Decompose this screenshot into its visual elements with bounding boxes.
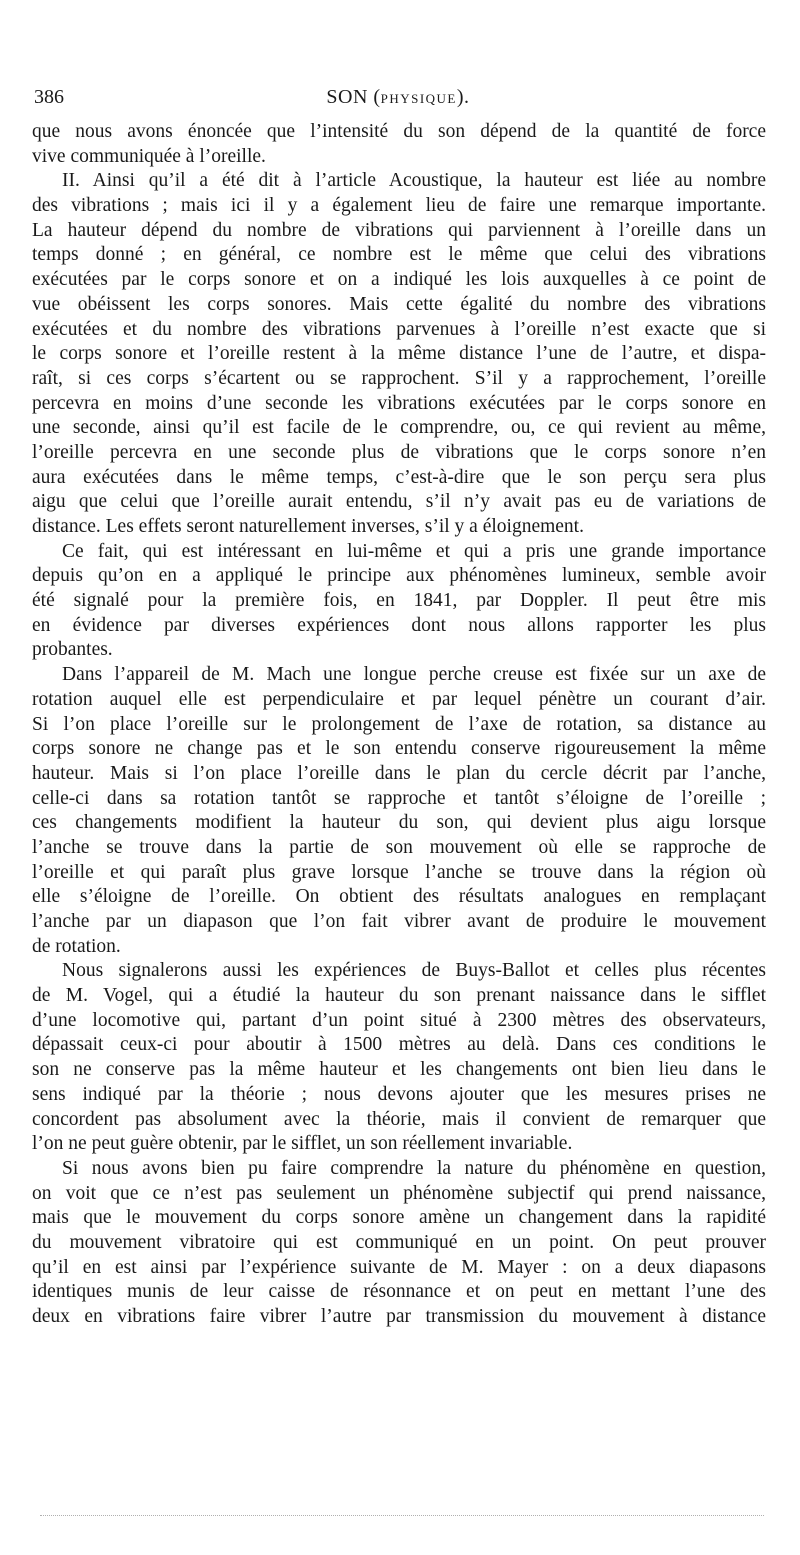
text-line: le corps sonore et l’oreille restent à la même distance l’une de l’autre, et dispa- — [32, 343, 766, 365]
body-text — [32, 120, 766, 1330]
running-title — [34, 86, 762, 109]
text-line: celle-ci dans sa rotation tantôt se rapproche et tantôt s’éloigne de l’oreille ; — [32, 787, 766, 809]
text-line: on voit que ce n’est pas seulement un phénomène subjectif qui prend naissance, — [32, 1182, 766, 1204]
text-line: exécutées et du nombre des vibrations parvenues à l’oreille n’est exacte que si — [32, 318, 766, 340]
text-line: raît, si ces corps s’écartent ou se rapprochent. S’il y a rapprochement, l’oreille — [32, 367, 766, 389]
text-line: temps donné ; en général, ce nombre est le même que celui des vibrations — [32, 244, 766, 266]
text-line: distance. Les effets seront naturellement inverses, s’il y a éloignement. — [32, 516, 584, 537]
text-line: II. Ainsi qu’il a été dit à l’article Acoustique, la hauteur est liée au nombre — [62, 170, 766, 192]
text-line: deux en vibrations faire vibrer l’autre par transmission du mouvement à distance — [32, 1306, 766, 1327]
text-line: Si nous avons bien pu faire comprendre la nature du phénomène en question, — [62, 1157, 766, 1179]
text-line: percevra en moins d’une seconde les vibrations exécutées par le corps sonore en — [32, 392, 766, 414]
text-line: du mouvement vibratoire qui est communiqué en un point. On peut prouver — [32, 1231, 766, 1253]
text-line: depuis qu’on en a appliqué le principe aux phénomènes lumineux, semble avoir — [32, 565, 766, 587]
text-line: aura exécutées dans le même temps, c’est-à-dire que le son perçu sera plus — [32, 466, 766, 488]
text-line: des vibrations ; mais ici il y a également lieu de faire une remarque importante. — [32, 195, 766, 217]
text-line: l’on ne peut guère obtenir, par le sifflet, un son réellement invariable. — [32, 1133, 573, 1155]
text-line: concordent pas absolument avec la théorie, mais il convient de remarquer que — [32, 1108, 766, 1130]
text-line: d’une locomotive qui, partant d’un point situé à 2300 mètres des observateurs, — [32, 1009, 766, 1031]
text-line: une seconde, ainsi qu’il est facile de le comprendre, ou, ce qui revient au même, — [32, 417, 766, 439]
text-line: elle s’éloigne de l’oreille. On obtient des résultats analogues en remplaçant — [32, 886, 766, 908]
text-line: qu’il en est ainsi par l’expérience suivante de M. Mayer : on a deux diapasons — [32, 1256, 766, 1278]
text-line: identiques munis de leur caisse de résonnance et on peut en mettant l’une des — [32, 1281, 766, 1303]
running-title-end: ). — [456, 86, 470, 108]
text-line: de M. Vogel, qui a étudié la hauteur du son prenant naissance dans le sifflet — [32, 985, 766, 1007]
text-line: mais que le mouvement du corps sonore amène un changement dans la rapidité — [32, 1207, 766, 1229]
text-line: corps sonore ne change pas et le son entendu conserve rigoureusement la même — [32, 738, 766, 760]
text-line: en évidence par diverses expériences dont nous allons rapporter les plus — [32, 614, 766, 636]
text-line: Si l’on place l’oreille sur le prolongement de l’axe de rotation, sa distance au — [32, 713, 766, 735]
running-header — [34, 86, 762, 112]
text-line: La hauteur dépend du nombre de vibrations qui parviennent à l’oreille dans un — [32, 219, 766, 241]
text-line: rotation auquel elle est perpendiculaire et par lequel pénètre un courant d’air. — [32, 688, 766, 710]
text-line: l’oreille et qui paraît plus grave lorsque l’anche se trouve dans la région où — [32, 861, 766, 883]
page-number: 386 — [34, 86, 64, 108]
text-line: été signalé pour la première fois, en 1841, par Doppler. Il peut être mis — [32, 590, 766, 612]
text-line: que nous avons énoncée que l’intensité du son dépend de la quantité de force — [32, 121, 766, 142]
text-line: ces changements modifient la hauteur du son, qui devient plus aigu lorsque — [32, 812, 766, 834]
text-line: l’anche par un diapason que l’on fait vibrer avant de produire le mouvement — [32, 911, 766, 932]
text-line: de rotation. — [32, 935, 121, 957]
text-line: exécutées par le corps sonore et on a indiqué les lois auxquelles à ce point de — [32, 269, 766, 291]
text-line: aigu que celui que l’oreille aurait entendu, s’il n’y avait pas eu de variations de — [32, 491, 766, 513]
text-line: dépassait ceux-ci pour aboutir à 1500 mètres au delà. Dans ces conditions le — [32, 1034, 766, 1056]
running-title-main: SON ( — [326, 86, 381, 108]
text-line: Nous signalerons aussi les expériences de Buys-Ballot et celles plus récentes — [62, 960, 766, 982]
text-line: vue obéissent les corps sonores. Mais cette égalité du nombre des vibrations — [32, 293, 766, 315]
text-line: probantes. — [32, 639, 113, 661]
text-line: hauteur. Mais si l’on place l’oreille dans le plan du cercle décrit par l’anche, — [32, 762, 766, 784]
text-line: son ne conserve pas la même hauteur et les changements ont bien lieu dans le — [32, 1059, 766, 1081]
running-title-subject: PHYSIQUE — [380, 91, 457, 106]
text-line: l’anche se trouve dans la partie de son mouvement où elle se rapproche de — [32, 836, 766, 858]
text-line: Ce fait, qui est intéressant en lui-même et qui a pris une grande importance — [62, 540, 766, 562]
text-line: Dans l’appareil de M. Mach une longue perche creuse est fixée sur un axe de — [62, 664, 766, 686]
text-line: vive communiquée à l’oreille. — [32, 145, 266, 167]
text-line: l’oreille percevra en une seconde plus de vibrations que le corps sonore n’en — [32, 441, 766, 463]
bottom-rule — [40, 1515, 764, 1516]
text-line: sens indiqué par la théorie ; nous devons ajouter que les mesures prises ne — [32, 1083, 766, 1105]
